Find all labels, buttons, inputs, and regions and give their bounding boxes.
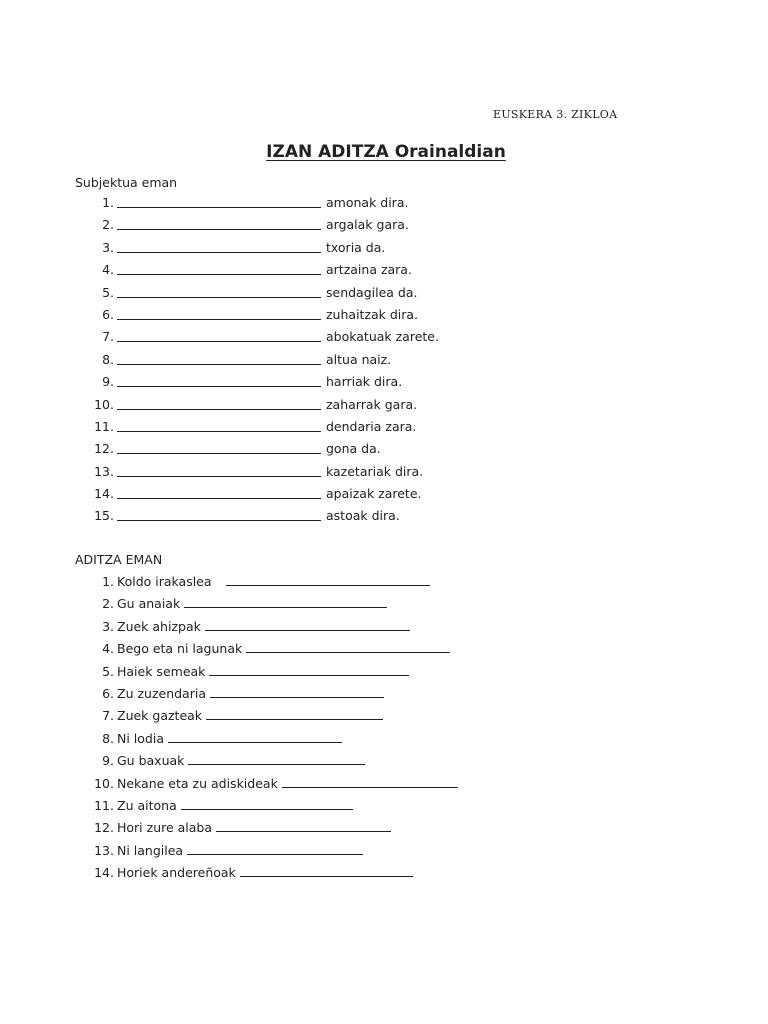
item-number: 9. bbox=[102, 374, 114, 390]
item-number: 5. bbox=[102, 284, 114, 300]
item-number: 11. bbox=[94, 797, 114, 813]
predicate-text: zuhaitzak dira. bbox=[326, 306, 419, 322]
item-number: 11. bbox=[94, 418, 114, 434]
section-subjektua-heading: Subjektua eman bbox=[75, 175, 178, 190]
worksheet-title: IZAN ADITZA Orainaldian bbox=[266, 142, 506, 162]
answer-blank[interactable] bbox=[117, 476, 321, 477]
subject-text: Haiek semeak bbox=[117, 663, 206, 679]
subject-text: Koldo irakaslea bbox=[117, 574, 212, 589]
predicate-text: argalak gara. bbox=[326, 217, 409, 233]
item-number: 3. bbox=[102, 239, 114, 255]
subject-text-wrap bbox=[117, 686, 384, 701]
item-number: 4. bbox=[102, 262, 114, 278]
section-aditza-heading: ADITZA EMAN bbox=[75, 552, 163, 567]
item-number: 2. bbox=[102, 217, 114, 233]
subject-text-wrap bbox=[117, 619, 410, 634]
subject-text-wrap bbox=[117, 731, 342, 746]
item-number: 6. bbox=[102, 306, 114, 322]
subject-text: Gu baxuak bbox=[117, 753, 185, 769]
answer-blank[interactable] bbox=[117, 274, 321, 275]
subject-text: Hori zure alaba bbox=[117, 820, 213, 836]
answer-blank[interactable] bbox=[282, 777, 458, 788]
item-number: 8. bbox=[102, 730, 114, 746]
answer-blank[interactable] bbox=[205, 620, 410, 631]
subject-text: Gu anaiak bbox=[117, 596, 181, 612]
predicate-text: amonak dira. bbox=[326, 195, 409, 210]
item-number: 4. bbox=[102, 641, 114, 657]
predicate-text: dendaria zara. bbox=[326, 418, 417, 434]
answer-blank[interactable] bbox=[117, 431, 321, 432]
answer-blank[interactable] bbox=[117, 364, 321, 365]
predicate-text: gona da. bbox=[326, 441, 381, 457]
answer-blank[interactable] bbox=[187, 844, 363, 855]
item-number: 8. bbox=[102, 351, 114, 367]
predicate-text: harriak dira. bbox=[326, 374, 403, 390]
predicate-text: artzaina zara. bbox=[326, 262, 412, 278]
item-number: 10. bbox=[94, 775, 114, 791]
subject-text-wrap bbox=[117, 753, 365, 768]
answer-blank[interactable] bbox=[188, 754, 365, 765]
answer-blank[interactable] bbox=[168, 732, 342, 743]
item-number: 12. bbox=[94, 820, 114, 836]
answer-blank[interactable] bbox=[210, 687, 384, 698]
subject-text-wrap bbox=[117, 820, 391, 835]
answer-blank[interactable] bbox=[117, 252, 321, 253]
subject-text: Ni langilea bbox=[117, 842, 184, 858]
item-number: 13. bbox=[94, 842, 114, 858]
item-number: 3. bbox=[102, 618, 114, 634]
item-number: 14. bbox=[94, 486, 114, 502]
subject-text-wrap bbox=[117, 798, 353, 813]
item-number: 12. bbox=[94, 441, 114, 457]
item-number: 7. bbox=[102, 329, 114, 345]
subject-text-wrap bbox=[117, 708, 383, 723]
answer-blank[interactable] bbox=[240, 866, 413, 877]
answer-blank[interactable] bbox=[117, 319, 321, 320]
answer-blank[interactable] bbox=[181, 799, 353, 810]
item-number: 15. bbox=[94, 508, 114, 524]
predicate-text: kazetariak dira. bbox=[326, 463, 424, 479]
item-number: 1. bbox=[102, 574, 114, 589]
answer-blank[interactable] bbox=[117, 453, 321, 454]
answer-blank[interactable] bbox=[117, 229, 321, 230]
answer-blank[interactable] bbox=[117, 409, 321, 410]
subject-text-wrap bbox=[117, 776, 458, 791]
answer-blank[interactable] bbox=[246, 642, 450, 653]
item-number: 1. bbox=[102, 195, 114, 210]
subject-text-wrap bbox=[117, 865, 413, 880]
subject-text: Bego eta ni lagunak bbox=[117, 641, 243, 657]
subject-text: Ni lodia bbox=[117, 730, 164, 746]
subject-text: Zu aitona bbox=[117, 797, 177, 813]
answer-blank[interactable] bbox=[117, 341, 321, 342]
subject-text: Horiek andereñoak bbox=[117, 865, 236, 881]
answer-blank[interactable] bbox=[226, 575, 430, 586]
item-number: 2. bbox=[102, 596, 114, 612]
predicate-text: zaharrak gara. bbox=[326, 396, 418, 412]
answer-blank[interactable] bbox=[117, 386, 321, 387]
subject-text-wrap bbox=[117, 574, 430, 589]
answer-blank[interactable] bbox=[117, 520, 321, 521]
predicate-text: sendagilea da. bbox=[326, 284, 418, 300]
item-number: 9. bbox=[102, 753, 114, 769]
worksheet-level: EUSKERA 3. ZIKLOA bbox=[493, 108, 618, 121]
answer-blank[interactable] bbox=[184, 597, 387, 608]
subject-text: Nekane eta zu adiskideak bbox=[117, 775, 278, 791]
answer-blank[interactable] bbox=[216, 821, 391, 832]
predicate-text: abokatuak zarete. bbox=[326, 329, 439, 345]
subject-text-wrap bbox=[117, 641, 450, 656]
subject-text: Zuek ahizpak bbox=[117, 618, 201, 634]
item-number: 6. bbox=[102, 685, 114, 701]
answer-blank[interactable] bbox=[206, 709, 383, 720]
answer-blank[interactable] bbox=[209, 665, 409, 676]
predicate-text: apaizak zarete. bbox=[326, 486, 422, 502]
item-number: 13. bbox=[94, 463, 114, 479]
answer-blank[interactable] bbox=[117, 498, 321, 499]
item-number: 10. bbox=[94, 396, 114, 412]
subject-text-wrap bbox=[117, 843, 363, 858]
predicate-text: txoria da. bbox=[326, 239, 386, 255]
subject-text-wrap bbox=[117, 664, 409, 679]
item-number: 7. bbox=[102, 708, 114, 724]
item-number: 14. bbox=[94, 865, 114, 881]
answer-blank[interactable] bbox=[117, 207, 321, 208]
answer-blank[interactable] bbox=[117, 297, 321, 298]
item-number: 5. bbox=[102, 663, 114, 679]
subject-text: Zu zuzendaria bbox=[117, 685, 206, 701]
subject-text: Zuek gazteak bbox=[117, 708, 203, 724]
subject-text-wrap bbox=[117, 596, 387, 611]
predicate-text: altua naiz. bbox=[326, 351, 392, 367]
predicate-text: astoak dira. bbox=[326, 508, 400, 524]
